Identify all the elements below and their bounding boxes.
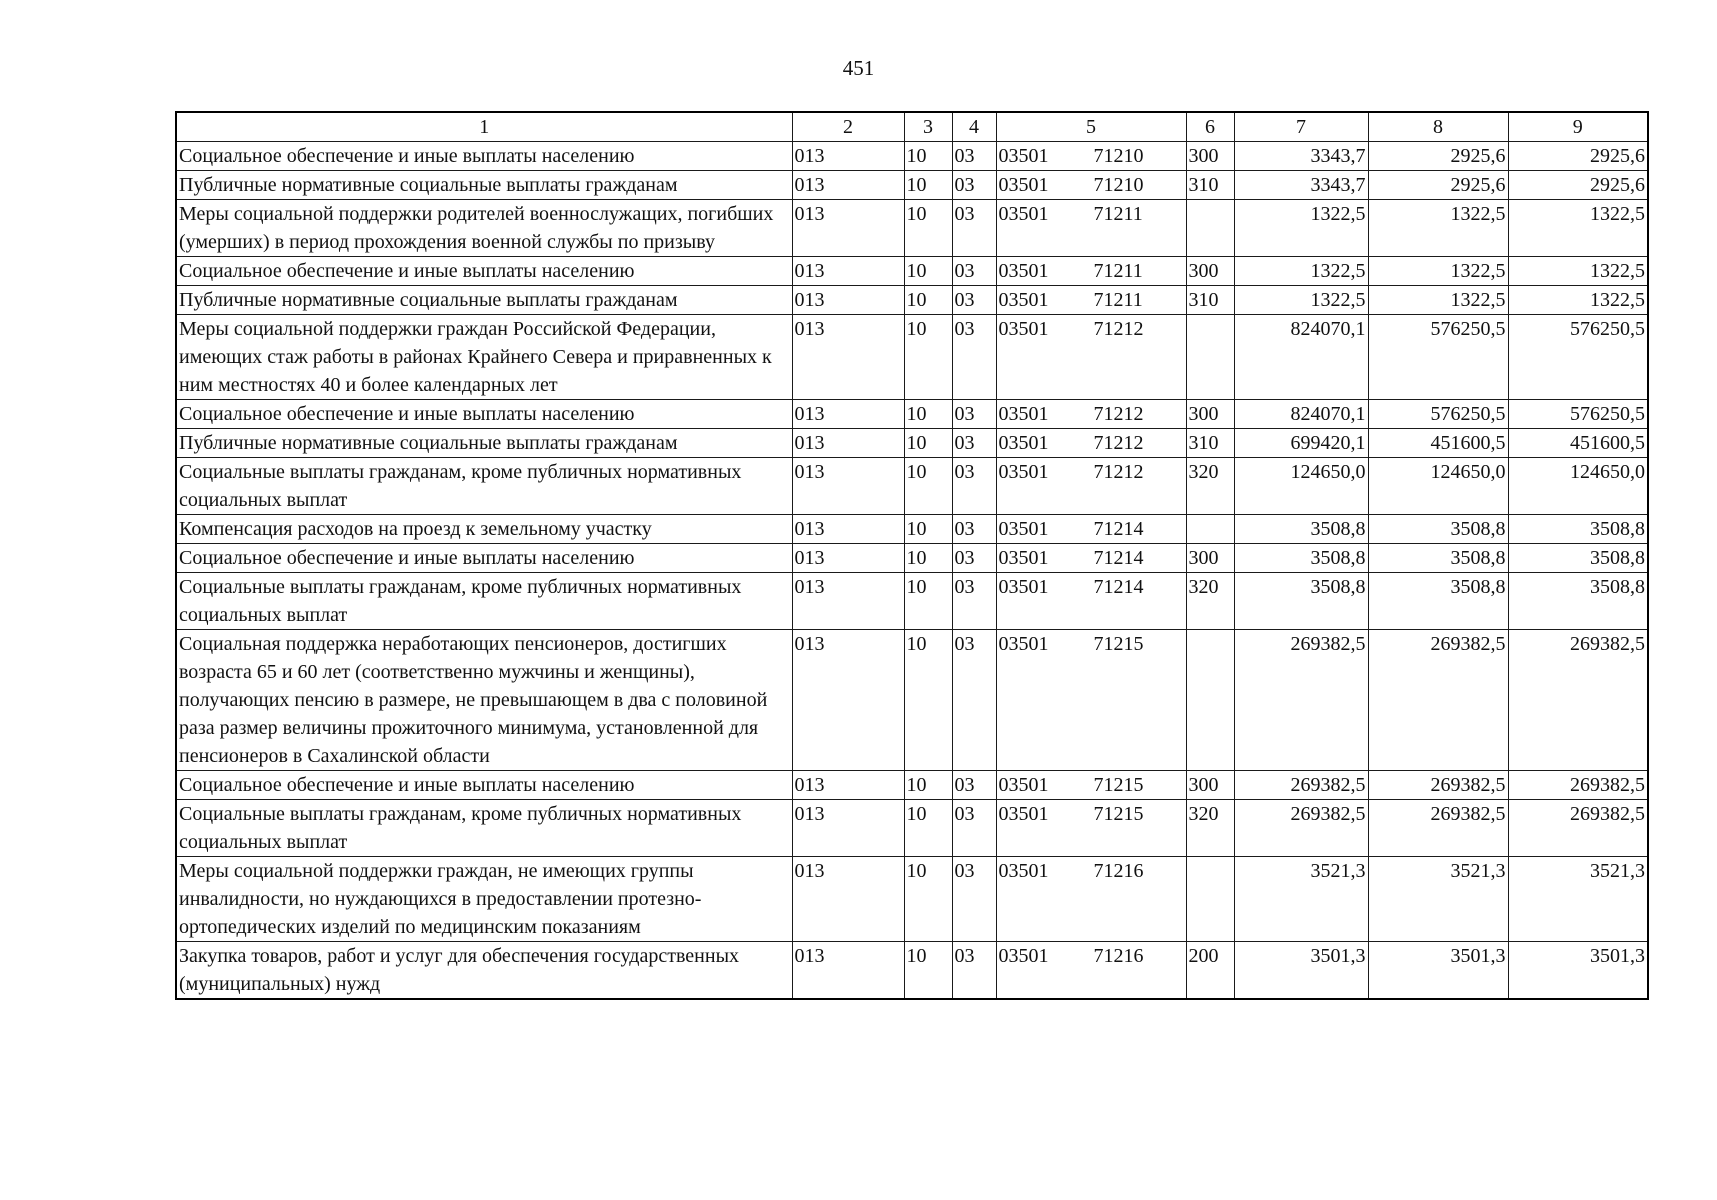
target-article-part1: 03501 xyxy=(998,432,1049,454)
table-row xyxy=(176,515,1648,544)
section-code-cell: 10 xyxy=(904,171,952,200)
section-code-cell: 10 xyxy=(904,544,952,573)
target-article-part1: 03501 xyxy=(998,860,1049,882)
amount-col7-cell: 3508,8 xyxy=(1234,544,1368,573)
header-cell: 7 xyxy=(1234,112,1368,142)
amount-col7-cell: 3501,3 xyxy=(1234,942,1368,1000)
target-article-part1: 03501 xyxy=(998,576,1049,598)
section-code-cell: 10 xyxy=(904,142,952,171)
row-name-cell: Социальное обеспечение и иные выплаты населению xyxy=(176,142,792,171)
target-article-cell xyxy=(996,515,1186,544)
row-name-cell: Социальные выплаты гражданам, кроме публичных нормативных социальных выплат xyxy=(176,573,792,630)
target-article-part1: 03501 xyxy=(998,174,1049,196)
target-article-cell xyxy=(996,458,1186,515)
amount-col7-cell: 1322,5 xyxy=(1234,257,1368,286)
kvsr-code-cell: 013 xyxy=(792,286,904,315)
target-article-part2: 71214 xyxy=(1093,518,1144,540)
amount-col9-cell: 3521,3 xyxy=(1508,857,1648,942)
target-article-part1: 03501 xyxy=(998,633,1049,655)
kvsr-code-cell: 013 xyxy=(792,458,904,515)
target-article-cell xyxy=(996,857,1186,942)
table-row xyxy=(176,429,1648,458)
kvsr-code-cell: 013 xyxy=(792,171,904,200)
amount-col9-cell: 269382,5 xyxy=(1508,771,1648,800)
section-code-cell: 10 xyxy=(904,429,952,458)
expense-type-cell: 200 xyxy=(1186,942,1234,1000)
header-cell: 6 xyxy=(1186,112,1234,142)
target-article-cell xyxy=(996,142,1186,171)
expense-type-cell: 300 xyxy=(1186,257,1234,286)
subsection-code-cell: 03 xyxy=(952,573,996,630)
kvsr-code-cell: 013 xyxy=(792,257,904,286)
row-name-cell: Социальная поддержка неработающих пенсионеров, достигших возраста 65 и 60 лет (соответственно мужчины и женщины), получающих пенсию в размере, не превышающем в два с половиной раза размер величины прожиточного минимума, установленной для пенсионеров в Сахалинской области xyxy=(176,630,792,771)
kvsr-code-cell: 013 xyxy=(792,515,904,544)
target-article-cell xyxy=(996,800,1186,857)
table-row xyxy=(176,257,1648,286)
table-row xyxy=(176,544,1648,573)
target-article-part1: 03501 xyxy=(998,203,1049,225)
section-code-cell: 10 xyxy=(904,458,952,515)
target-article-part1: 03501 xyxy=(998,774,1049,796)
header-cell: 8 xyxy=(1368,112,1508,142)
target-article-cell xyxy=(996,257,1186,286)
row-name-cell: Социальные выплаты гражданам, кроме публичных нормативных социальных выплат xyxy=(176,458,792,515)
row-name-cell: Публичные нормативные социальные выплаты гражданам xyxy=(176,286,792,315)
amount-col8-cell: 124650,0 xyxy=(1368,458,1508,515)
subsection-code-cell: 03 xyxy=(952,800,996,857)
expense-type-cell: 320 xyxy=(1186,458,1234,515)
amount-col9-cell: 2925,6 xyxy=(1508,142,1648,171)
amount-col7-cell: 699420,1 xyxy=(1234,429,1368,458)
target-article-part2: 71216 xyxy=(1093,860,1144,882)
subsection-code-cell: 03 xyxy=(952,400,996,429)
table-row xyxy=(176,286,1648,315)
target-article-cell xyxy=(996,400,1186,429)
section-code-cell: 10 xyxy=(904,573,952,630)
table-row xyxy=(176,630,1648,771)
amount-col8-cell: 1322,5 xyxy=(1368,200,1508,257)
amount-col8-cell: 1322,5 xyxy=(1368,257,1508,286)
amount-col7-cell: 124650,0 xyxy=(1234,458,1368,515)
amount-col7-cell: 1322,5 xyxy=(1234,200,1368,257)
amount-col9-cell: 1322,5 xyxy=(1508,257,1648,286)
table-row xyxy=(176,857,1648,942)
expense-type-cell: 310 xyxy=(1186,429,1234,458)
target-article-part1: 03501 xyxy=(998,518,1049,540)
amount-col9-cell: 269382,5 xyxy=(1508,800,1648,857)
row-name-cell: Социальное обеспечение и иные выплаты населению xyxy=(176,771,792,800)
target-article-part2: 71210 xyxy=(1093,174,1144,196)
target-article-part2: 71212 xyxy=(1093,318,1144,340)
expense-type-cell xyxy=(1186,630,1234,771)
target-article-cell xyxy=(996,942,1186,1000)
amount-col7-cell: 3521,3 xyxy=(1234,857,1368,942)
table-row xyxy=(176,573,1648,630)
amount-col9-cell: 3508,8 xyxy=(1508,544,1648,573)
table-row xyxy=(176,800,1648,857)
row-name-cell: Меры социальной поддержки родителей военнослужащих, погибших (умерших) в период прохождения военной службы по призыву xyxy=(176,200,792,257)
subsection-code-cell: 03 xyxy=(952,286,996,315)
target-article-part1: 03501 xyxy=(998,289,1049,311)
section-code-cell: 10 xyxy=(904,800,952,857)
subsection-code-cell: 03 xyxy=(952,257,996,286)
section-code-cell: 10 xyxy=(904,942,952,1000)
subsection-code-cell: 03 xyxy=(952,142,996,171)
row-name-cell: Публичные нормативные социальные выплаты гражданам xyxy=(176,171,792,200)
target-article-part2: 71212 xyxy=(1093,461,1144,483)
section-code-cell: 10 xyxy=(904,400,952,429)
amount-col8-cell: 269382,5 xyxy=(1368,630,1508,771)
row-name-cell: Социальные выплаты гражданам, кроме публичных нормативных социальных выплат xyxy=(176,800,792,857)
expense-type-cell xyxy=(1186,200,1234,257)
amount-col7-cell: 269382,5 xyxy=(1234,771,1368,800)
row-name-cell: Меры социальной поддержки граждан, не имеющих группы инвалидности, но нуждающихся в предоставлении протезно-ортопедических изделий по медицинским показаниям xyxy=(176,857,792,942)
header-cell: 9 xyxy=(1508,112,1648,142)
amount-col8-cell: 3521,3 xyxy=(1368,857,1508,942)
target-article-part2: 71214 xyxy=(1093,547,1144,569)
target-article-part1: 03501 xyxy=(998,547,1049,569)
amount-col7-cell: 1322,5 xyxy=(1234,286,1368,315)
subsection-code-cell: 03 xyxy=(952,942,996,1000)
table-row xyxy=(176,458,1648,515)
kvsr-code-cell: 013 xyxy=(792,400,904,429)
subsection-code-cell: 03 xyxy=(952,200,996,257)
expense-type-cell: 300 xyxy=(1186,400,1234,429)
expense-type-cell xyxy=(1186,515,1234,544)
kvsr-code-cell: 013 xyxy=(792,315,904,400)
expense-type-cell xyxy=(1186,857,1234,942)
target-article-part1: 03501 xyxy=(998,403,1049,425)
amount-col7-cell: 3343,7 xyxy=(1234,142,1368,171)
amount-col7-cell: 3508,8 xyxy=(1234,573,1368,630)
target-article-cell xyxy=(996,429,1186,458)
kvsr-code-cell: 013 xyxy=(792,800,904,857)
amount-col9-cell: 576250,5 xyxy=(1508,315,1648,400)
subsection-code-cell: 03 xyxy=(952,630,996,771)
target-article-part2: 71210 xyxy=(1093,145,1144,167)
amount-col9-cell: 2925,6 xyxy=(1508,171,1648,200)
amount-col9-cell: 3501,3 xyxy=(1508,942,1648,1000)
header-cell: 4 xyxy=(952,112,996,142)
kvsr-code-cell: 013 xyxy=(792,544,904,573)
amount-col9-cell: 3508,8 xyxy=(1508,515,1648,544)
kvsr-code-cell: 013 xyxy=(792,573,904,630)
amount-col9-cell: 1322,5 xyxy=(1508,286,1648,315)
row-name-cell: Социальное обеспечение и иные выплаты населению xyxy=(176,400,792,429)
target-article-cell xyxy=(996,771,1186,800)
row-name-cell: Социальное обеспечение и иные выплаты населению xyxy=(176,257,792,286)
table-row xyxy=(176,171,1648,200)
expense-type-cell xyxy=(1186,315,1234,400)
header-cell: 3 xyxy=(904,112,952,142)
header-row xyxy=(176,112,1648,142)
header-cell: 1 xyxy=(176,112,792,142)
row-name-cell: Закупка товаров, работ и услуг для обеспечения государственных (муниципальных) нужд xyxy=(176,942,792,1000)
target-article-cell xyxy=(996,286,1186,315)
expense-type-cell: 310 xyxy=(1186,286,1234,315)
table-row xyxy=(176,942,1648,1000)
amount-col8-cell: 1322,5 xyxy=(1368,286,1508,315)
subsection-code-cell: 03 xyxy=(952,171,996,200)
amount-col8-cell: 576250,5 xyxy=(1368,400,1508,429)
amount-col7-cell: 269382,5 xyxy=(1234,630,1368,771)
target-article-part1: 03501 xyxy=(998,318,1049,340)
kvsr-code-cell: 013 xyxy=(792,630,904,771)
section-code-cell: 10 xyxy=(904,200,952,257)
target-article-part2: 71216 xyxy=(1093,945,1144,967)
table-row xyxy=(176,400,1648,429)
target-article-cell xyxy=(996,544,1186,573)
target-article-cell xyxy=(996,171,1186,200)
amount-col7-cell: 824070,1 xyxy=(1234,315,1368,400)
kvsr-code-cell: 013 xyxy=(792,771,904,800)
amount-col8-cell: 576250,5 xyxy=(1368,315,1508,400)
amount-col7-cell: 3343,7 xyxy=(1234,171,1368,200)
row-name-cell: Компенсация расходов на проезд к земельному участку xyxy=(176,515,792,544)
target-article-part1: 03501 xyxy=(998,145,1049,167)
section-code-cell: 10 xyxy=(904,286,952,315)
subsection-code-cell: 03 xyxy=(952,315,996,400)
table-row xyxy=(176,771,1648,800)
table-row xyxy=(176,142,1648,171)
target-article-cell xyxy=(996,200,1186,257)
section-code-cell: 10 xyxy=(904,630,952,771)
kvsr-code-cell: 013 xyxy=(792,429,904,458)
expense-type-cell: 300 xyxy=(1186,544,1234,573)
subsection-code-cell: 03 xyxy=(952,515,996,544)
amount-col9-cell: 269382,5 xyxy=(1508,630,1648,771)
header-cell: 5 xyxy=(996,112,1186,142)
amount-col8-cell: 3508,8 xyxy=(1368,544,1508,573)
header-cell: 2 xyxy=(792,112,904,142)
target-article-cell xyxy=(996,630,1186,771)
amount-col8-cell: 2925,6 xyxy=(1368,171,1508,200)
amount-col9-cell: 451600,5 xyxy=(1508,429,1648,458)
target-article-part1: 03501 xyxy=(998,945,1049,967)
kvsr-code-cell: 013 xyxy=(792,857,904,942)
subsection-code-cell: 03 xyxy=(952,458,996,515)
table-row xyxy=(176,200,1648,257)
subsection-code-cell: 03 xyxy=(952,429,996,458)
amount-col8-cell: 2925,6 xyxy=(1368,142,1508,171)
amount-col9-cell: 1322,5 xyxy=(1508,200,1648,257)
expense-type-cell: 300 xyxy=(1186,142,1234,171)
amount-col8-cell: 3501,3 xyxy=(1368,942,1508,1000)
section-code-cell: 10 xyxy=(904,515,952,544)
amount-col7-cell: 269382,5 xyxy=(1234,800,1368,857)
row-name-cell: Публичные нормативные социальные выплаты гражданам xyxy=(176,429,792,458)
table-row xyxy=(176,315,1648,400)
amount-col8-cell: 269382,5 xyxy=(1368,800,1508,857)
amount-col7-cell: 824070,1 xyxy=(1234,400,1368,429)
amount-col8-cell: 3508,8 xyxy=(1368,573,1508,630)
row-name-cell: Меры социальной поддержки граждан Российской Федерации, имеющих стаж работы в районах Крайнего Севера и приравненных к ним местностях 40 и более календарных лет xyxy=(176,315,792,400)
amount-col7-cell: 3508,8 xyxy=(1234,515,1368,544)
section-code-cell: 10 xyxy=(904,315,952,400)
kvsr-code-cell: 013 xyxy=(792,942,904,1000)
section-code-cell: 10 xyxy=(904,857,952,942)
kvsr-code-cell: 013 xyxy=(792,142,904,171)
expense-type-cell: 320 xyxy=(1186,573,1234,630)
target-article-part1: 03501 xyxy=(998,803,1049,825)
amount-col9-cell: 3508,8 xyxy=(1508,573,1648,630)
expense-type-cell: 300 xyxy=(1186,771,1234,800)
section-code-cell: 10 xyxy=(904,257,952,286)
amount-col8-cell: 269382,5 xyxy=(1368,771,1508,800)
target-article-part2: 71215 xyxy=(1093,803,1144,825)
target-article-part2: 71212 xyxy=(1093,403,1144,425)
target-article-part2: 71215 xyxy=(1093,774,1144,796)
target-article-part2: 71214 xyxy=(1093,576,1144,598)
kvsr-code-cell: 013 xyxy=(792,200,904,257)
amount-col8-cell: 3508,8 xyxy=(1368,515,1508,544)
expense-type-cell: 310 xyxy=(1186,171,1234,200)
target-article-part1: 03501 xyxy=(998,461,1049,483)
target-article-part1: 03501 xyxy=(998,260,1049,282)
table-body xyxy=(176,112,1648,999)
target-article-part2: 71211 xyxy=(1093,289,1143,311)
amount-col9-cell: 124650,0 xyxy=(1508,458,1648,515)
target-article-part2: 71212 xyxy=(1093,432,1144,454)
target-article-part2: 71211 xyxy=(1093,203,1143,225)
target-article-part2: 71211 xyxy=(1093,260,1143,282)
budget-table xyxy=(175,111,1649,1000)
target-article-cell xyxy=(996,315,1186,400)
subsection-code-cell: 03 xyxy=(952,544,996,573)
subsection-code-cell: 03 xyxy=(952,771,996,800)
expense-type-cell: 320 xyxy=(1186,800,1234,857)
subsection-code-cell: 03 xyxy=(952,857,996,942)
target-article-part2: 71215 xyxy=(1093,633,1144,655)
amount-col9-cell: 576250,5 xyxy=(1508,400,1648,429)
page-number: 451 xyxy=(842,56,875,80)
target-article-cell xyxy=(996,573,1186,630)
row-name-cell: Социальное обеспечение и иные выплаты населению xyxy=(176,544,792,573)
section-code-cell: 10 xyxy=(904,771,952,800)
amount-col8-cell: 451600,5 xyxy=(1368,429,1508,458)
